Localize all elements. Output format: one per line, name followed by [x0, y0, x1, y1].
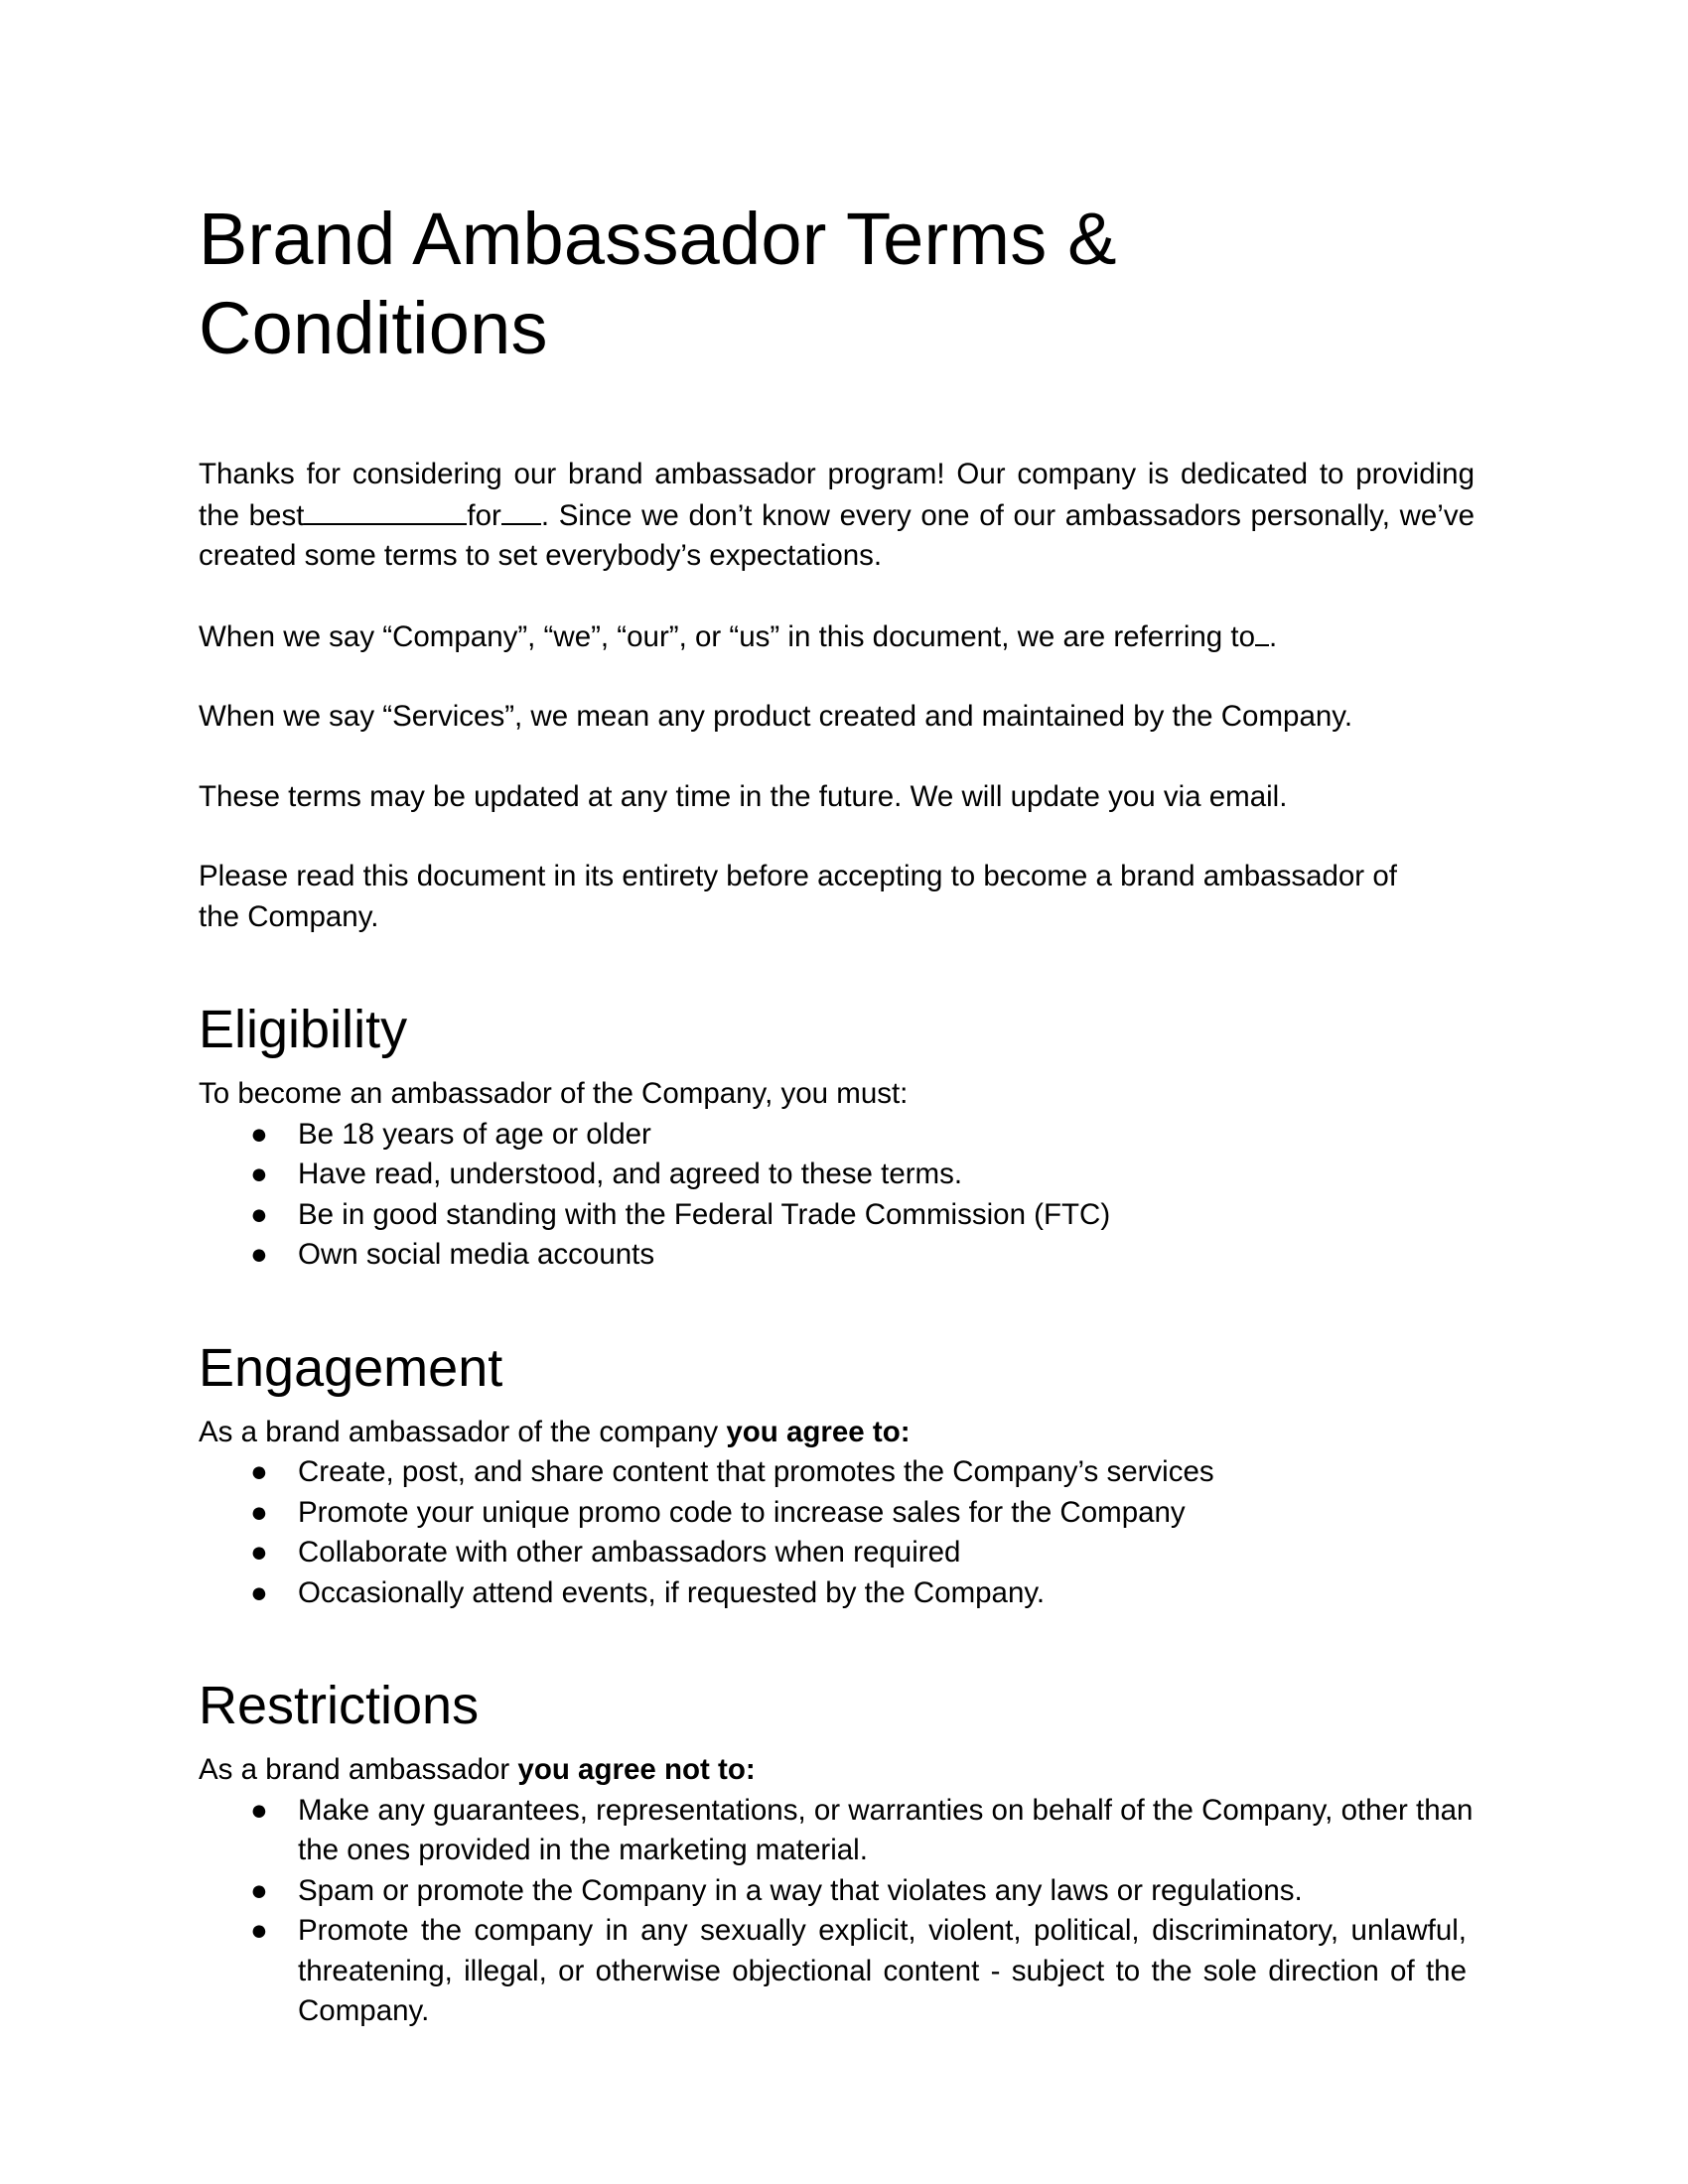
list-item — [199, 1115, 1475, 1156]
eligibility-heading: Eligibility — [199, 1000, 408, 1060]
bullet-icon: ● — [250, 1238, 268, 1272]
list-item-text: Own social media accounts — [298, 1238, 655, 1272]
intro-p1-text-a: Thanks for considering our brand ambassador program! Our company is dedicated to providing the best — [199, 458, 1475, 532]
list-item — [199, 1235, 1475, 1276]
bullet-icon: ● — [250, 1536, 268, 1570]
restrictions-section — [199, 1673, 1475, 2032]
engagement-section — [199, 1335, 1475, 1614]
list-item-text: Promote your unique promo code to increase sales for the Company — [298, 1495, 1186, 1529]
list-item-text: Be in good standing with the Federal Trade Commission (FTC) — [298, 1197, 1111, 1231]
bullet-icon: ● — [250, 1117, 268, 1151]
restrictions-heading: Restrictions — [199, 1676, 480, 1736]
list-item — [199, 1533, 1475, 1573]
list-item-text: Have read, understood, and agreed to these terms. — [298, 1158, 963, 1191]
list-item-text: Promote the company in any sexually explicit, violent, political, discriminatory, unlawful, threatening, illegal, or otherwise objectional content - subject to the sole direction of the Company. — [298, 1914, 1467, 2028]
list-item-text: Collaborate with other ambassadors when required — [298, 1536, 961, 1570]
intro-p1-text-c: . Since we don’t know every one of our ambassadors personally, we’ve created some terms to set everybody’s expectations. — [199, 498, 1475, 573]
bullet-icon: ● — [250, 1793, 268, 1827]
intro-paragraph-5: Please read this document in its entirety before accepting to become a brand ambassador of the Company. — [199, 860, 1397, 933]
list-item-text: Be 18 years of age or older — [298, 1117, 651, 1151]
intro-paragraph-3: When we say “Services”, we mean any product created and maintained by the Company. — [199, 700, 1353, 734]
list-item — [199, 1155, 1475, 1195]
bullet-icon: ● — [250, 1495, 268, 1529]
engagement-lead — [199, 1413, 1475, 1453]
list-item — [199, 1195, 1475, 1236]
eligibility-lead: To become an ambassador of the Company, you must: — [199, 1077, 909, 1111]
fill-in-blank-audience — [501, 495, 541, 525]
list-item — [199, 1911, 1475, 2032]
restrictions-lead — [199, 1750, 1475, 1791]
bullet-icon: ● — [250, 1873, 268, 1907]
bullet-icon: ● — [250, 1158, 268, 1191]
intro-paragraph-1 — [199, 455, 1475, 577]
restrictions-list — [199, 1791, 1475, 2032]
intro-paragraph-4: These terms may be updated at any time in the future. We will update you via email. — [199, 779, 1288, 813]
fill-in-blank-company-name — [1255, 616, 1269, 646]
bullet-icon: ● — [250, 1455, 268, 1489]
restrictions-lead-bold: you agree not to: — [517, 1753, 756, 1787]
intro-section — [199, 455, 1475, 937]
list-item — [199, 1493, 1475, 1534]
intro-p2-text-a: When we say “Company”, “we”, “our”, or “us” in this document, we are referring to — [199, 619, 1256, 653]
bullet-icon: ● — [250, 1575, 268, 1609]
bullet-icon: ● — [250, 1914, 268, 1948]
intro-paragraph-2 — [199, 616, 1475, 658]
list-item-text: Make any guarantees, representations, or warranties on behalf of the Company, other than the ones provided in the marketing material. — [298, 1793, 1474, 1867]
document-title: Brand Ambassador Terms & Conditions — [199, 198, 1117, 369]
list-item — [199, 1573, 1475, 1614]
engagement-list — [199, 1452, 1475, 1613]
intro-p1-text-b: for — [467, 498, 501, 532]
bullet-icon: ● — [250, 1197, 268, 1231]
list-item — [199, 1791, 1475, 1871]
engagement-lead-text: As a brand ambassador of the company — [199, 1415, 727, 1448]
list-item — [199, 1452, 1475, 1493]
document-page — [199, 195, 1475, 2032]
eligibility-list — [199, 1115, 1475, 1276]
engagement-heading: Engagement — [199, 1337, 503, 1398]
list-item-text: Spam or promote the Company in a way that violates any laws or regulations. — [298, 1873, 1303, 1907]
intro-p2-text-b: . — [1269, 619, 1278, 653]
eligibility-section — [199, 997, 1475, 1276]
list-item-text: Occasionally attend events, if requested by the Company. — [298, 1575, 1046, 1609]
fill-in-blank-product — [304, 495, 467, 525]
list-item-text: Create, post, and share content that promotes the Company’s services — [298, 1455, 1214, 1489]
list-item — [199, 1871, 1475, 1912]
restrictions-lead-text: As a brand ambassador — [199, 1753, 518, 1787]
engagement-lead-bold: you agree to: — [726, 1415, 911, 1448]
